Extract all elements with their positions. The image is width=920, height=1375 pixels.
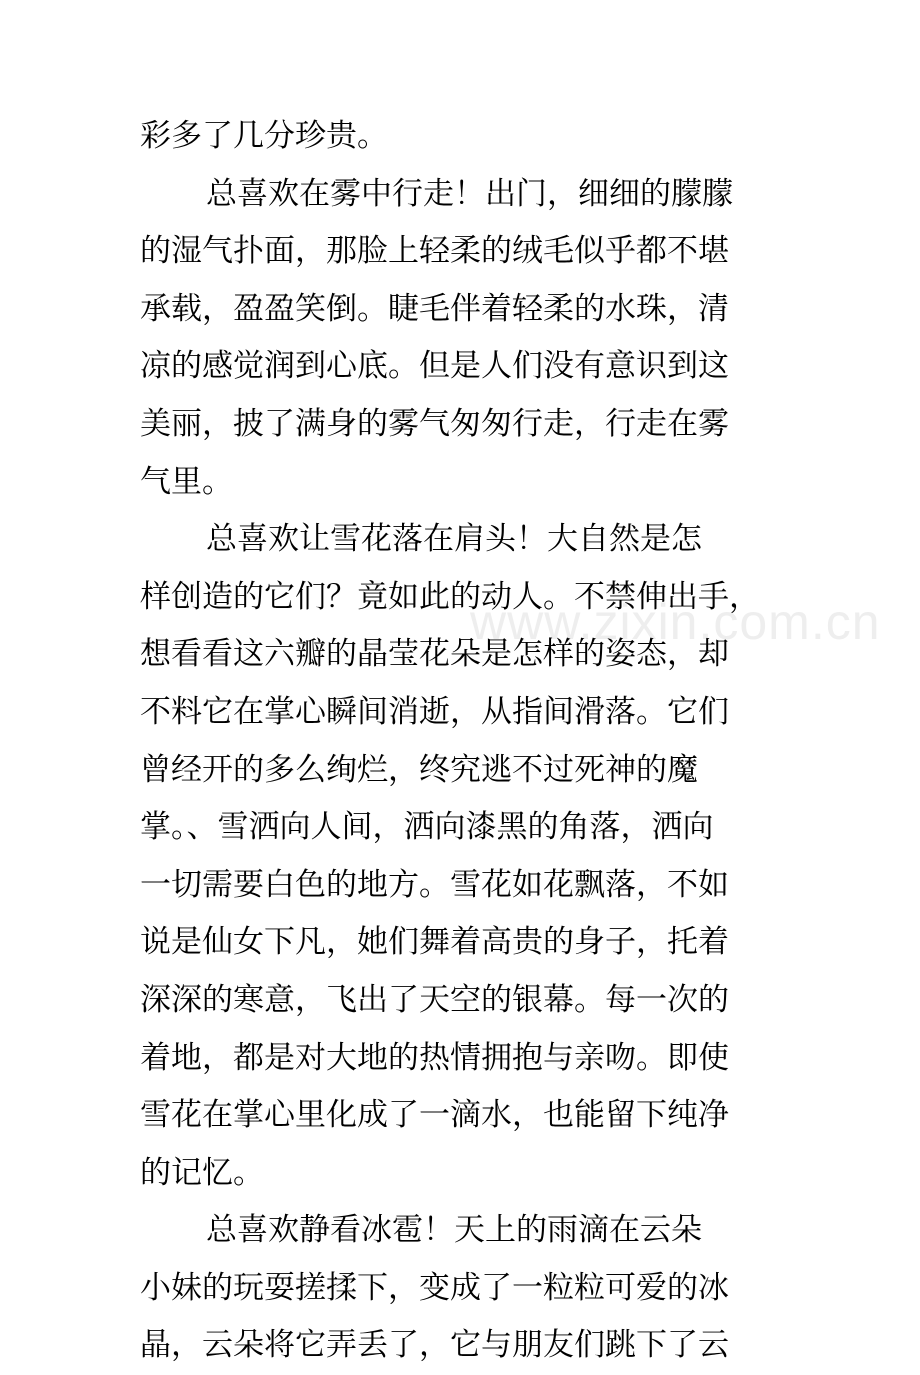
paragraph-first-line: 总喜欢让雪花落在肩头！大自然是怎	[206, 521, 702, 558]
text-line: 样创造的它们？竟如此的动人。不禁伸出手，	[140, 578, 760, 615]
text-line: 想看看这六瓣的晶莹花朵是怎样的姿态，却	[140, 636, 729, 673]
text-line: 说是仙女下凡，她们舞着高贵的身子，托着	[140, 924, 729, 961]
text-line: 的记忆。	[140, 1154, 264, 1191]
text-line: 曾经开的多么绚烂，终究逃不过死神的魔	[140, 751, 698, 788]
text-line: 承载，盈盈笑倒。睫毛伴着轻柔的水珠，清	[140, 290, 729, 327]
text-line: 着地，都是对大地的热情拥抱与亲吻。即使	[140, 1039, 729, 1076]
paragraph-first-line: 总喜欢静看冰雹！天上的雨滴在云朵	[206, 1212, 702, 1249]
watermark: www.zixin.com.cn	[470, 594, 881, 650]
text-line: 不料它在掌心瞬间消逝，从指间滑落。它们	[140, 693, 729, 730]
text-line: 一切需要白色的地方。雪花如花飘落，不如	[140, 866, 729, 903]
text-line: 深深的寒意，飞出了天空的银幕。每一次的	[140, 981, 729, 1018]
text-line: 凉的感觉润到心底。但是人们没有意识到这	[140, 348, 729, 385]
text-line: 气里。	[140, 463, 233, 500]
text-line: 彩多了几分珍贵。	[140, 118, 388, 154]
text-line: 雪花在掌心里化成了一滴水，也能留下纯净	[140, 1097, 729, 1134]
text-line: 掌。、雪洒向人间，洒向漆黑的角落，洒向	[140, 809, 714, 846]
text-line: 晶，云朵将它弄丢了，它与朋友们跳下了云	[140, 1327, 729, 1364]
article-body	[140, 108, 785, 1375]
paragraph-first-line: 总喜欢在雾中行走！出门，细细的朦朦	[206, 175, 733, 212]
text-line: 小妹的玩耍搓揉下，变成了一粒粒可爱的冰	[140, 1269, 729, 1306]
text-line: 的湿气扑面，那脸上轻柔的绒毛似乎都不堪	[140, 233, 729, 270]
text-line: 美丽，披了满身的雾气匆匆行走，行走在雾	[140, 405, 729, 442]
